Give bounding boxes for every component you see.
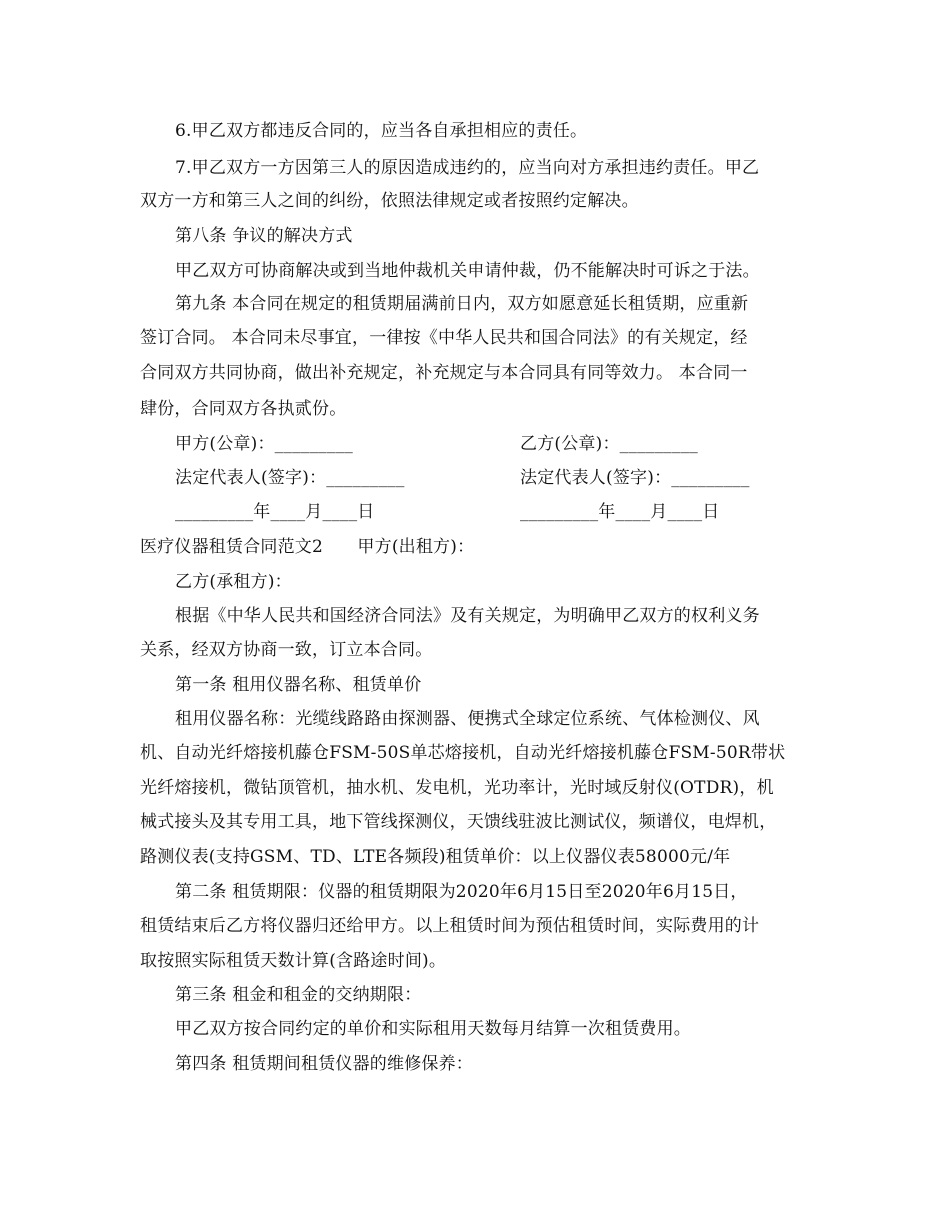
preamble-line-1: 根据《中华人民共和国经济合同法》及有关规定，为明确甲乙双方的权利义务 [175, 606, 760, 626]
clause-8-body: 甲乙双方可协商解决或到当地仲裁机关申请仲裁，仍不能解决时可诉之于法。 [175, 261, 760, 281]
article-4-heading: 第四条 租赁期间租赁仪器的维修保养： [175, 1054, 474, 1074]
lessee-line: 乙方(承租方)： [175, 572, 292, 592]
party-b-seal: 乙方(公章)：_________ [520, 434, 698, 454]
article-1-heading: 第一条 租用仪器名称、租赁单价 [175, 675, 422, 695]
article-3-heading: 第三条 租金和租金的交纳期限： [175, 985, 422, 1005]
party-b-representative: 法定代表人(签字)：_________ [520, 468, 750, 488]
template-2-title: 医疗仪器租赁合同范文2 甲方(出租方)： [140, 537, 475, 557]
article-1-body-line-5: 路测仪表(支持GSM、TD、LTE各频段)租赁单价：以上仪器仪表58000元/年 [140, 847, 731, 867]
party-a-date: _________年____月____日 [175, 502, 375, 522]
clause-9-body-line-3: 肆份，合同双方各执贰份。 [140, 399, 347, 419]
article-1-body-line-4: 械式接头及其专用工具，地下管线探测仪，天馈线驻波比测试仪，频谱仪，电焊机， [140, 812, 777, 832]
party-a-seal: 甲方(公章)：_________ [175, 434, 353, 454]
clause-7-item-7: 7.甲乙双方一方因第三人的原因造成违约的，应当向对方承担违约责任。甲乙 [175, 158, 760, 178]
clause-8-heading: 第八条 争议的解决方式 [175, 226, 353, 246]
article-1-body-line-1: 租用仪器名称：光缆线路路由探测器、便携式全球定位系统、气体检测仪、风 [175, 709, 760, 729]
preamble-line-2: 关系，经双方协商一致，订立本合同。 [140, 640, 433, 660]
article-2-heading: 第二条 租赁期限：仪器的租赁期限为2020年6月15日至2020年6月15日， [175, 882, 748, 902]
clause-9-body-line-1: 签订合同。 本合同未尽事宜，一律按《中华人民共和国合同法》的有关规定，经 [140, 328, 748, 348]
article-2-body-line-2: 取按照实际租赁天数计算(含路途时间)。 [140, 951, 447, 971]
clause-9-heading: 第九条 本合同在规定的租赁期届满前日内，双方如愿意延长租赁期，应重新 [175, 294, 749, 314]
party-a-representative: 法定代表人(签字)：_________ [175, 468, 405, 488]
article-1-body-line-3: 光纤熔接机，微钻顶管机，抽水机、发电机，光功率计，光时域反射仪(OTDR)，机 [140, 778, 774, 798]
article-1-body-line-2: 机、自动光纤熔接机藤仓FSM-50S单芯熔接机，自动光纤熔接机藤仓FSM-50R带状 [140, 743, 786, 763]
article-3-body: 甲乙双方按合同约定的单价和实际租用天数每月结算一次租赁费用。 [175, 1019, 691, 1039]
clause-9-body-line-2: 合同双方共同协商，做出补充规定，补充规定与本合同具有同等效力。 本合同一 [140, 363, 748, 383]
clause-7-item-7-cont: 双方一方和第三人之间的纠纷，依照法律规定或者按照约定解决。 [140, 191, 639, 211]
party-b-date: _________年____月____日 [520, 502, 720, 522]
clause-7-item-6: 6.甲乙双方都违反合同的，应当各自承担相应的责任。 [175, 121, 588, 141]
article-2-body-line-1: 租赁结束后乙方将仪器归还给甲方。以上租赁时间为预估租赁时间，实际费用的计 [140, 916, 760, 936]
